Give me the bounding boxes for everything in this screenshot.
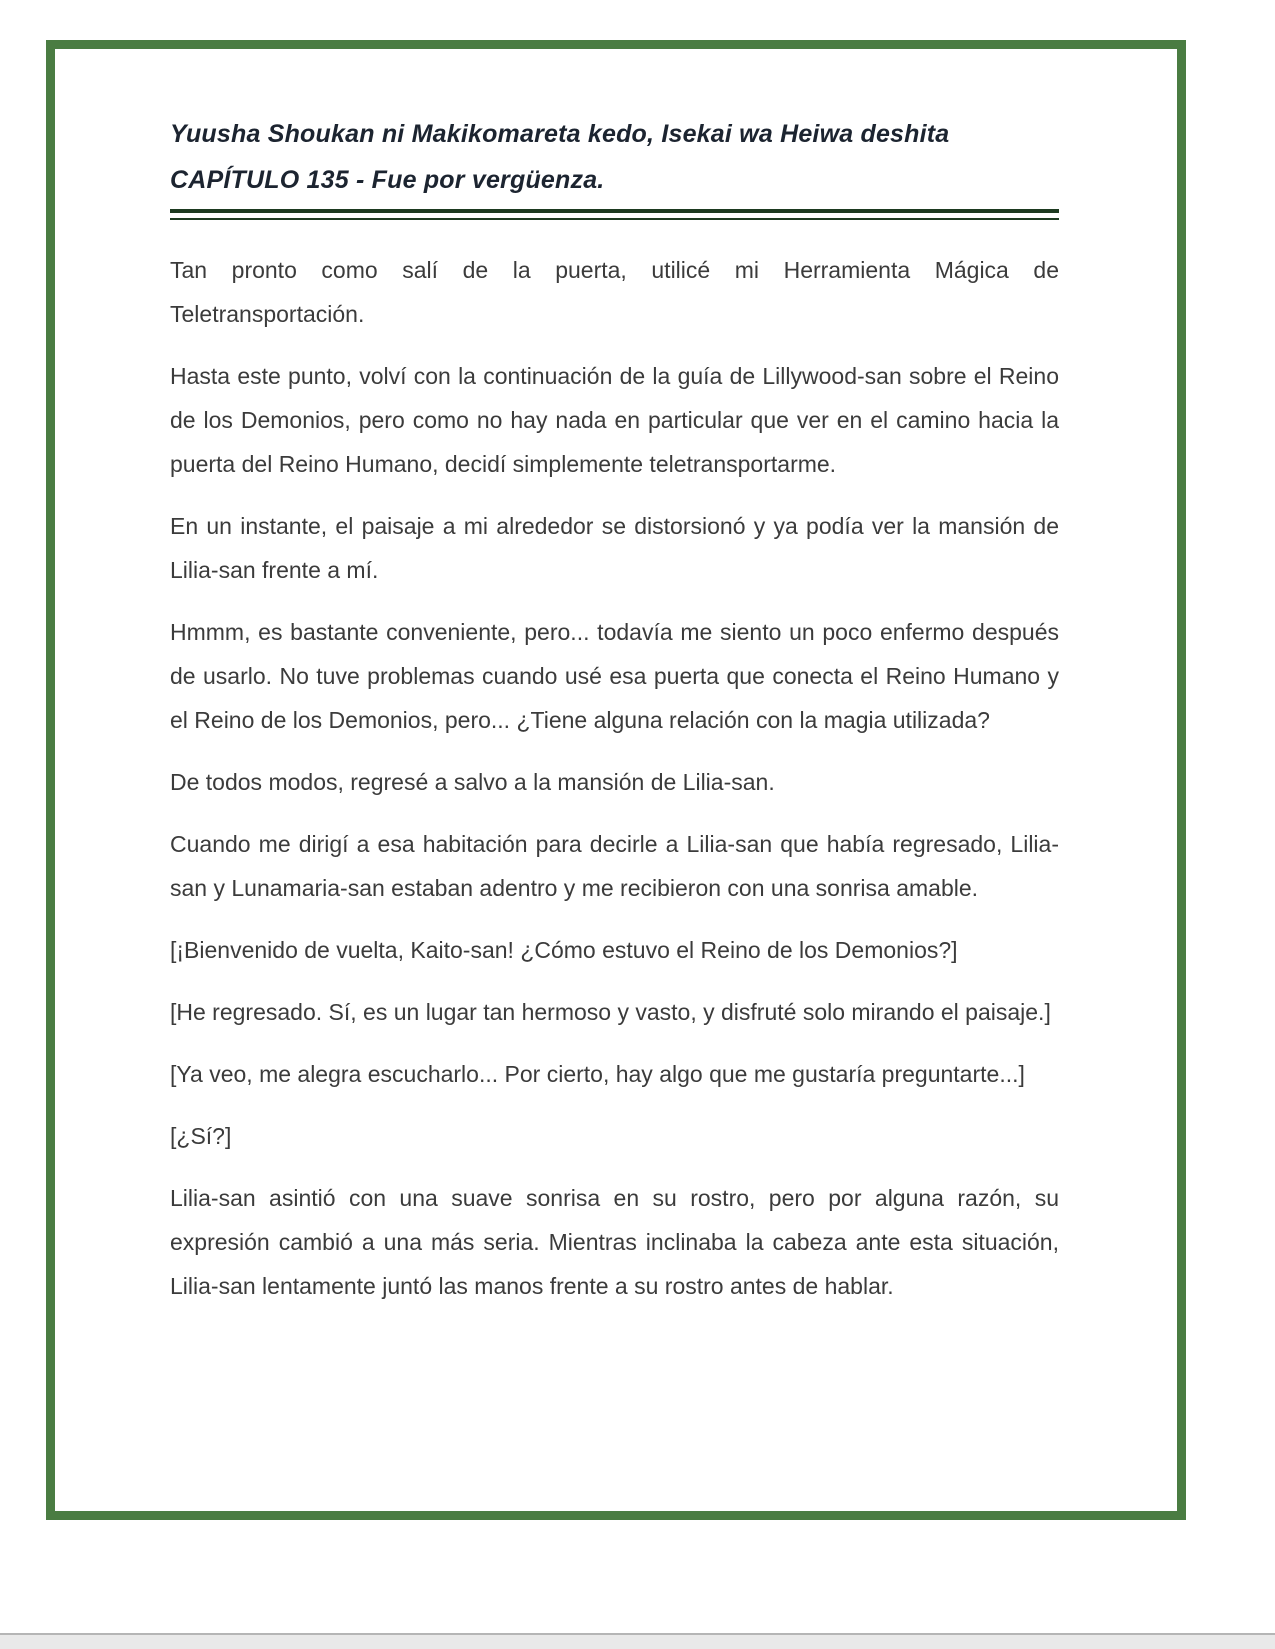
title-block	[170, 111, 1059, 203]
page-border-frame	[46, 40, 1186, 1520]
paragraph: [He regresado. Sí, es un lugar tan hermoso y vasto, y disfruté solo mirando el paisaje.]	[170, 999, 1051, 1025]
paragraph: [¿Sí?]	[170, 1123, 232, 1149]
paragraph: Lilia-san asintió con una suave sonrisa en su rostro, pero por alguna razón, su expresión cambió a una más seria. Mientras inclinaba la cabeza ante esta situación, Lilia-san lentamente juntó las manos frente a su rostro antes de hablar.	[170, 1185, 1059, 1299]
paragraphs	[170, 248, 1059, 1308]
paragraph: Cuando me dirigí a esa habitación para decirle a Lilia-san que había regresado, Lilia-san y Lunamaria-san estaban adentro y me recibieron con una sonrisa amable.	[170, 831, 1059, 901]
paragraph: Hmmm, es bastante conveniente, pero... todavía me siento un poco enfermo después de usarlo. No tuve problemas cuando usé esa puerta que conecta el Reino Humano y el Reino de los Demonios, pero... ¿Tiene alguna relación con la magia utilizada?	[170, 619, 1059, 733]
paragraph: De todos modos, regresé a salvo a la mansión de Lilia-san.	[170, 769, 775, 795]
title-divider	[170, 209, 1059, 220]
paragraph: Hasta este punto, volví con la continuación de la guía de Lillywood-san sobre el Reino de los Demonios, pero como no hay nada en particular que ver en el camino hacia la puerta del Reino Humano, decidí simplemente teletransportarme.	[170, 363, 1059, 477]
paragraph: [Ya veo, me alegra escucharlo... Por cierto, hay algo que me gustaría preguntarte...]	[170, 1061, 1025, 1087]
novel-title: Yuusha Shoukan ni Makikomareta kedo, Isekai wa Heiwa deshita	[170, 120, 950, 148]
paragraph: Tan pronto como salí de la puerta, utilicé mi Herramienta Mágica de Teletransportación.	[170, 257, 1059, 327]
paragraph: [¡Bienvenido de vuelta, Kaito-san! ¿Cómo estuvo el Reino de los Demonios?]	[170, 937, 958, 963]
page-content	[55, 49, 1177, 1511]
paragraph: En un instante, el paisaje a mi alrededor se distorsionó y ya podía ver la mansión de Lilia-san frente a mí.	[170, 513, 1059, 583]
chapter-title: CAPÍTULO 135 - Fue por vergüenza.	[170, 166, 605, 194]
page-bottom-edge	[0, 1633, 1275, 1649]
